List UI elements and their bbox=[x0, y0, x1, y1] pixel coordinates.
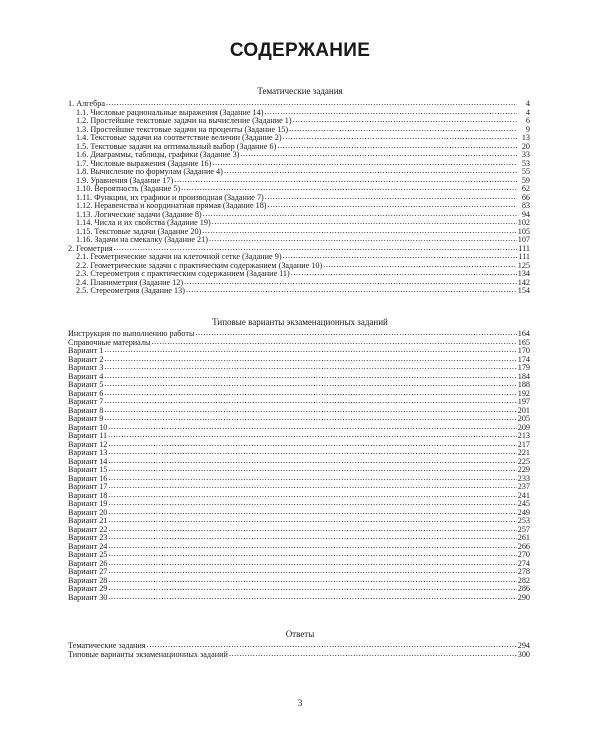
toc-entry-page: 4 bbox=[525, 99, 530, 108]
dot-leader bbox=[151, 338, 516, 347]
toc-entry-title: Вариант 9 bbox=[68, 414, 104, 423]
toc-entry-page: 53 bbox=[521, 158, 530, 168]
toc-entry-page: 192 bbox=[517, 388, 530, 398]
dot-leader bbox=[108, 559, 516, 568]
dot-leader bbox=[104, 406, 516, 415]
toc-entry-title: Вариант 17 bbox=[68, 482, 108, 491]
toc-entry-page: 188 bbox=[517, 380, 530, 389]
toc-entry-page: 209 bbox=[517, 422, 530, 432]
toc-entry-title: 1.9. Уравнения (Задание 17) bbox=[76, 175, 174, 185]
toc-entry-title: Вариант 2 bbox=[68, 354, 104, 364]
toc-entry-page: 221 bbox=[517, 448, 530, 457]
dot-leader bbox=[104, 389, 516, 398]
toc-entry-title: 1.1. Числовые рациональные выражения (Задание 14) bbox=[76, 107, 264, 117]
dot-leader bbox=[203, 210, 517, 219]
section-heading-thematic: Тематические задания bbox=[257, 86, 343, 96]
page-number: 3 bbox=[297, 699, 303, 709]
toc-entry-page: 134 bbox=[517, 269, 530, 278]
toc-entry-title: 1.7. Числовые выражения (Задание 16) bbox=[76, 158, 212, 168]
toc-entry bbox=[68, 651, 530, 660]
dot-leader bbox=[104, 355, 516, 364]
dot-leader bbox=[108, 474, 516, 483]
toc-entry-page: 164 bbox=[517, 329, 530, 338]
dot-leader bbox=[186, 286, 517, 295]
dot-leader bbox=[202, 227, 516, 236]
dot-leader bbox=[104, 414, 516, 423]
section-heading-answers: Ответы bbox=[285, 629, 315, 639]
dot-leader bbox=[265, 193, 517, 202]
toc-entry-page: 197 bbox=[517, 397, 530, 406]
toc-entry-title: Вариант 26 bbox=[68, 558, 108, 568]
dot-leader bbox=[181, 184, 517, 193]
toc-entry-title: 2.5. Стереометрия (Задание 13) bbox=[76, 286, 185, 295]
dot-leader bbox=[108, 567, 516, 576]
toc-entry-page: 274 bbox=[517, 558, 530, 568]
dot-leader bbox=[108, 576, 516, 585]
toc-entry-page: 6 bbox=[525, 116, 530, 125]
toc-entry-title: 1.5. Текстовые задачи на оптимальный выбор (Задание 6) bbox=[76, 141, 277, 151]
toc-entry-page: 261 bbox=[517, 533, 530, 542]
toc-entry-title: 1.13. Логические задачи (Задание 8) bbox=[76, 209, 202, 219]
dot-leader bbox=[240, 150, 517, 159]
toc-entry-page: 241 bbox=[517, 490, 530, 500]
dot-leader bbox=[108, 448, 516, 457]
dot-leader bbox=[195, 329, 516, 338]
dot-leader bbox=[108, 440, 516, 449]
toc-entry-title: Справочные материалы bbox=[68, 337, 151, 347]
dot-leader bbox=[209, 235, 517, 244]
toc-entry-page: 111 bbox=[518, 252, 530, 261]
toc-entry-page: 300 bbox=[517, 649, 530, 659]
dot-leader bbox=[108, 542, 516, 551]
toc-entry-title: 2.2. Геометрические задачи с практическим содержанием (Задание 10) bbox=[76, 260, 323, 270]
toc-entry-page: 83 bbox=[521, 201, 530, 210]
dot-leader bbox=[264, 108, 517, 117]
dot-leader bbox=[108, 499, 516, 508]
toc-entry-page: 249 bbox=[517, 507, 530, 517]
toc-entry-page: 257 bbox=[517, 524, 530, 534]
toc-list-variants bbox=[68, 330, 530, 602]
toc-entry-page: 294 bbox=[517, 641, 530, 650]
toc-entry-page: 278 bbox=[517, 567, 530, 576]
toc-entry-title: Вариант 27 bbox=[68, 567, 108, 576]
dot-leader bbox=[283, 133, 517, 142]
toc-entry-title: 1.16. Задачи на смекалку (Задание 21) bbox=[76, 235, 208, 244]
dot-leader bbox=[108, 593, 516, 602]
toc-entry-page: 170 bbox=[517, 346, 530, 355]
dot-leader bbox=[104, 372, 516, 381]
toc-entry-title: 1.2. Простейшие текстовые задачи на вычисление (Задание 1) bbox=[76, 116, 292, 125]
toc-entry-page: 184 bbox=[517, 371, 530, 381]
toc-entry-title: 1.8. Вычисление по формулам (Задание 4) bbox=[76, 167, 223, 176]
toc-entry-title: 2.1. Геометрические задачи на клеточной сетке (Задание 9) bbox=[76, 252, 282, 261]
dot-leader bbox=[323, 261, 517, 270]
toc-entry-title: Вариант 28 bbox=[68, 575, 108, 585]
toc-entry-title: Тематические задания bbox=[68, 641, 146, 650]
dot-leader bbox=[289, 125, 517, 134]
toc-entry-title: 1.14. Числа и их свойства (Задание 19) bbox=[76, 218, 211, 227]
toc-entry-page: 20 bbox=[521, 141, 530, 151]
dot-leader bbox=[104, 346, 516, 355]
toc-entry-page: 237 bbox=[517, 482, 530, 491]
toc-entry-title: Вариант 23 bbox=[68, 533, 108, 542]
toc-entry-title: Вариант 10 bbox=[68, 422, 108, 432]
toc-entry-title: Вариант 6 bbox=[68, 388, 104, 398]
toc-entry-page: 217 bbox=[517, 439, 530, 449]
dot-leader bbox=[108, 550, 516, 559]
toc-entry-title: 1.3. Простейшие текстовые задачи на проценты (Задание 15) bbox=[76, 124, 289, 134]
toc-entry bbox=[68, 287, 530, 296]
toc-entry-title: Вариант 4 bbox=[68, 371, 104, 381]
toc-entry-page: 154 bbox=[517, 286, 530, 295]
toc-entry-page: 55 bbox=[521, 167, 530, 176]
toc-entry-page: 62 bbox=[521, 184, 530, 193]
toc-entry-title: Вариант 20 bbox=[68, 507, 108, 517]
toc-entry-page: 245 bbox=[517, 499, 530, 508]
toc-entry-title: 1. Алгебра bbox=[68, 99, 105, 108]
toc-entry-page: 179 bbox=[517, 363, 530, 372]
dot-leader bbox=[104, 397, 516, 406]
dot-leader bbox=[108, 491, 516, 500]
toc-entry-title: Вариант 3 bbox=[68, 363, 104, 372]
toc-entry-title: 2.3. Стереометрия с практическим содержанием (Задание 11) bbox=[76, 269, 290, 278]
toc-entry bbox=[68, 594, 530, 603]
dot-leader bbox=[108, 525, 516, 534]
page-title: СОДЕРЖАНИЕ bbox=[229, 40, 371, 61]
toc-entry-page: 125 bbox=[517, 260, 530, 270]
toc-entry-title: Вариант 5 bbox=[68, 380, 104, 389]
dot-leader bbox=[268, 201, 517, 210]
toc-entry-title: 1.4. Текстовые задачи на соответствие величин (Задание 2) bbox=[76, 133, 282, 142]
toc-entry-page: 266 bbox=[517, 541, 530, 551]
toc-entry-page: 105 bbox=[517, 226, 530, 236]
dot-leader bbox=[108, 457, 516, 466]
toc-entry-page: 94 bbox=[521, 209, 530, 219]
toc-entry-page: 59 bbox=[521, 175, 530, 185]
toc-entry-page: 165 bbox=[517, 337, 530, 347]
dot-leader bbox=[174, 176, 517, 185]
dot-leader bbox=[212, 159, 517, 168]
toc-entry-title: Инструкция по выполнению работы bbox=[68, 329, 195, 338]
toc-entry-page: 111 bbox=[518, 243, 530, 253]
toc-entry-title: Вариант 14 bbox=[68, 456, 108, 466]
dot-leader bbox=[108, 465, 516, 474]
dot-leader bbox=[114, 244, 517, 253]
toc-entry-title: 1.15. Текстовые задачи (Задание 20) bbox=[76, 226, 202, 236]
dot-leader bbox=[108, 423, 516, 432]
toc-list-thematic bbox=[68, 100, 530, 296]
dot-leader bbox=[108, 516, 516, 525]
toc-entry-title: Вариант 21 bbox=[68, 516, 108, 525]
toc-entry-title: Типовые варианты экзаменационных заданий bbox=[68, 649, 228, 659]
toc-entry-title: 1.11. Функции, их графики и производная (Задание 7) bbox=[76, 192, 264, 202]
toc-entry-title: Вариант 18 bbox=[68, 490, 108, 500]
dot-leader bbox=[283, 252, 517, 261]
toc-entry-page: 205 bbox=[517, 414, 530, 423]
toc-entry-page: 102 bbox=[517, 218, 530, 227]
toc-entry-title: 1.10. Вероятность (Задание 5) bbox=[76, 184, 181, 193]
section-heading-variants: Типовые варианты экзаменационных заданий bbox=[212, 317, 388, 327]
dot-leader bbox=[147, 641, 517, 650]
toc-entry-title: Вариант 19 bbox=[68, 499, 108, 508]
toc-entry-page: 213 bbox=[517, 431, 530, 440]
toc-entry-page: 33 bbox=[521, 150, 530, 159]
toc-entry-title: Вариант 29 bbox=[68, 584, 108, 593]
toc-entry-title: Вариант 30 bbox=[68, 592, 108, 602]
toc-entry-page: 4 bbox=[525, 107, 530, 117]
dot-leader bbox=[108, 533, 516, 542]
toc-entry-title: Вариант 24 bbox=[68, 541, 108, 551]
toc-entry-title: Вариант 25 bbox=[68, 550, 108, 559]
dot-leader bbox=[277, 142, 517, 151]
toc-entry-page: 286 bbox=[517, 584, 530, 593]
toc-entry-page: 142 bbox=[517, 277, 530, 287]
toc-entry-page: 270 bbox=[517, 550, 530, 559]
toc-entry-page: 225 bbox=[517, 456, 530, 466]
toc-entry-page: 13 bbox=[521, 133, 530, 142]
toc-entry-title: Вариант 15 bbox=[68, 465, 108, 474]
toc-entry-page: 233 bbox=[517, 473, 530, 483]
dot-leader bbox=[106, 99, 517, 108]
dot-leader bbox=[212, 218, 517, 227]
dot-leader bbox=[104, 363, 516, 372]
dot-leader bbox=[108, 431, 517, 440]
toc-entry-page: 107 bbox=[517, 235, 530, 244]
dot-leader bbox=[229, 650, 517, 659]
toc-entry-page: 290 bbox=[517, 592, 530, 602]
toc-entry-title: Вариант 1 bbox=[68, 346, 104, 355]
toc-entry-title: 1.12. Неравенства и координатная прямая (Задание 18) bbox=[76, 201, 267, 210]
toc-list-answers bbox=[68, 642, 530, 659]
dot-leader bbox=[108, 584, 516, 593]
dot-leader bbox=[291, 269, 517, 278]
toc-entry-title: Вариант 8 bbox=[68, 405, 104, 415]
toc-entry-title: 2. Геометрия bbox=[68, 243, 113, 253]
toc-entry-page: 282 bbox=[517, 575, 530, 585]
dot-leader bbox=[184, 278, 517, 287]
toc-entry-page: 174 bbox=[517, 354, 530, 364]
dot-leader bbox=[293, 116, 517, 125]
dot-leader bbox=[108, 482, 516, 491]
toc-entry-title: 1.6. Диаграммы, таблицы, графики (Задание 3) bbox=[76, 150, 240, 159]
toc-entry-title: Вариант 7 bbox=[68, 397, 104, 406]
toc-entry-title: Вариант 16 bbox=[68, 473, 108, 483]
toc-entry-page: 229 bbox=[517, 465, 530, 474]
toc-entry-page: 253 bbox=[517, 516, 530, 525]
dot-leader bbox=[224, 167, 517, 176]
toc-entry-title: Вариант 11 bbox=[68, 431, 108, 440]
toc-entry-title: Вариант 22 bbox=[68, 524, 108, 534]
dot-leader bbox=[104, 380, 516, 389]
toc-entry-page: 66 bbox=[521, 192, 530, 202]
toc-entry-title: Вариант 13 bbox=[68, 448, 108, 457]
toc-entry-page: 201 bbox=[517, 405, 530, 415]
toc-entry-title: Вариант 12 bbox=[68, 439, 108, 449]
toc-entry-page: 9 bbox=[525, 124, 530, 134]
toc-entry-title: 2.4. Планиметрия (Задание 12) bbox=[76, 277, 184, 287]
dot-leader bbox=[108, 508, 516, 517]
